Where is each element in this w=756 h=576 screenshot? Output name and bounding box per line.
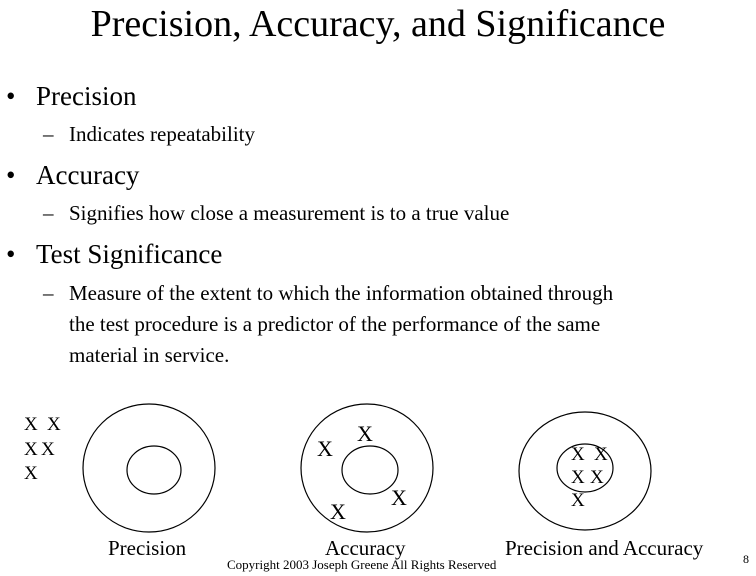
sub-bullet-line: the test procedure is a predictor of the performance of the same xyxy=(69,312,601,336)
outer-ring xyxy=(83,404,215,532)
bullet-glyph: • xyxy=(6,81,16,111)
sub-bullet-line: Signifies how close a measurement is to a true value xyxy=(69,201,510,225)
shot-mark: X xyxy=(24,414,38,435)
dash-glyph: – xyxy=(43,201,54,225)
outer-ring xyxy=(519,412,651,530)
diagram-label-accuracy: Accuracy xyxy=(325,536,406,560)
shot-marks xyxy=(317,421,407,524)
shot-marks xyxy=(24,414,61,484)
shot-mark: X xyxy=(594,444,608,465)
diagram-label-precision-and-accuracy: Precision and Accuracy xyxy=(505,536,704,560)
bullet-label: Test Significance xyxy=(36,239,223,269)
shot-mark: X xyxy=(571,490,585,511)
shot-mark: X xyxy=(330,499,346,524)
dash-glyph: – xyxy=(43,281,54,305)
sub-bullet-line: material in service. xyxy=(69,343,230,367)
bullet-label: Accuracy xyxy=(36,160,140,190)
bullet-label: Precision xyxy=(36,81,137,111)
shot-mark: X xyxy=(24,463,38,484)
bullet-glyph: • xyxy=(6,160,16,190)
shot-mark: X xyxy=(571,444,585,465)
shot-mark: X xyxy=(47,414,61,435)
shot-marks xyxy=(571,444,608,511)
shot-mark: X xyxy=(590,467,604,488)
copyright-footer: Copyright 2003 Joseph Greene All Rights Reserved xyxy=(227,557,497,572)
dash-glyph: – xyxy=(43,122,54,146)
sub-bullet-line: Measure of the extent to which the information obtained through xyxy=(69,281,614,305)
target-precision xyxy=(24,404,215,532)
bullet-glyph: • xyxy=(6,239,16,269)
page-number: 8 xyxy=(743,552,749,566)
shot-mark: X xyxy=(357,421,373,446)
bullseye-ring xyxy=(342,446,398,494)
target-precision-and-accuracy xyxy=(519,412,651,530)
diagram-label-precision: Precision xyxy=(108,536,187,560)
shot-mark: X xyxy=(317,436,333,461)
shot-mark: X xyxy=(24,439,38,460)
bullseye-ring xyxy=(127,446,181,494)
shot-mark: X xyxy=(571,467,585,488)
slide-title: Precision, Accuracy, and Significance xyxy=(90,3,666,45)
sub-bullet-line: Indicates repeatability xyxy=(69,122,255,146)
target-accuracy xyxy=(301,404,433,532)
shot-mark: X xyxy=(391,485,407,510)
shot-mark: X xyxy=(41,439,55,460)
